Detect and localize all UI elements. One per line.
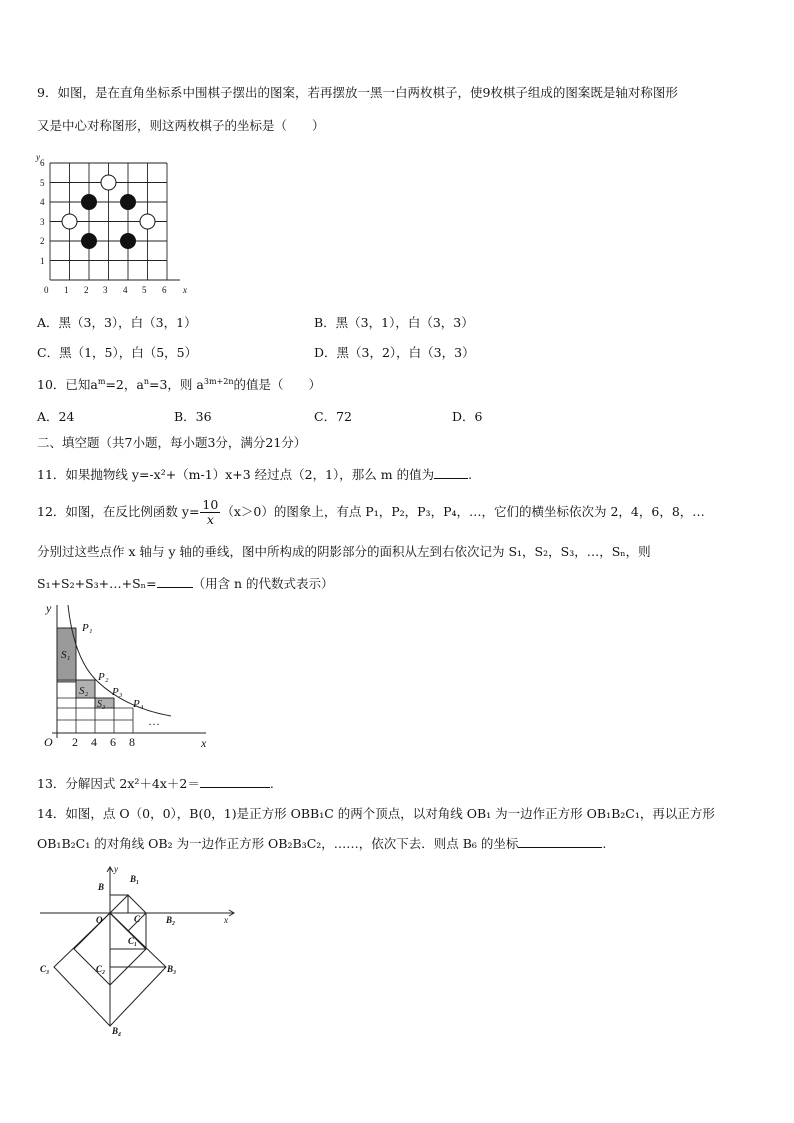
q11-stem: 11．如果抛物线 y=-x²+（m-1）x+3 经过点（2，1），那么 m 的值为 .	[37, 467, 473, 482]
q9-x-tick: 3	[103, 285, 108, 295]
q12-line1: 12．如图，在反比例函数 y= $\frac{10}{x}$ （x＞0）的图象上，有点 P₁，P₂，P₃，P₄，…，它们的横坐标依次为 2，4，6，8，…	[37, 497, 705, 527]
q9-x-tick: 4	[123, 285, 128, 295]
q14-label-y: y	[114, 864, 118, 874]
black-stone	[121, 195, 136, 210]
q12-fraction: $\frac{10}{x}$	[202, 497, 219, 527]
q9-option-d: D．黑（3，2），白（3，3）	[314, 345, 475, 360]
q14-label-c3: C₃	[40, 964, 50, 974]
q14-label-c: C	[134, 914, 141, 924]
q9-x-tick: 1	[64, 285, 69, 295]
q9-x-tick: 0	[44, 285, 49, 295]
q10-option-d: D．6	[452, 409, 483, 424]
q9-x-tick: 6	[162, 285, 167, 295]
q12-dots: …	[148, 714, 160, 728]
q10-stem: 10．已知$a^m=2$，$a^n=3$，则 $a^{3m+2n}$的值是（ ）	[37, 376, 321, 392]
white-stone	[62, 214, 77, 229]
white-stone	[140, 214, 155, 229]
q9-y-tick: 4	[40, 197, 45, 207]
q14-label-c2: C₂	[96, 964, 106, 974]
q9-y-tick: 3	[40, 217, 45, 227]
white-stone	[101, 175, 116, 190]
black-stone	[82, 234, 97, 249]
q12-x-tick: 6	[110, 735, 116, 749]
q9-y-axis-label: y	[36, 152, 40, 162]
q13-stem: 13．分解因式 2x²＋4x＋2＝ .	[37, 776, 274, 791]
q14-label-b: B	[98, 882, 105, 892]
q14-label-o: O	[96, 915, 103, 925]
q9-x-tick: 2	[84, 285, 89, 295]
q12-inverse-function-figure	[36, 600, 216, 752]
black-stone	[121, 234, 136, 249]
q14-label-b1: B₁	[130, 874, 140, 884]
q12-area-s1: S₁	[61, 649, 71, 661]
q9-y-tick: 1	[40, 256, 45, 266]
q9-line1: 9．如图，是在直角坐标系中围棋子摆出的图案，若再摆放一黑一白两枚棋子，使9枚棋子组成的图案既是轴对称图形	[37, 85, 678, 100]
q9-x-axis-label: x	[183, 285, 187, 295]
q9-option-b: B．黑（3，1），白（3，3）	[314, 315, 474, 330]
section-title: 二、填空题（共7小题，每小题3分，满分21分）	[37, 435, 307, 450]
q14-label-x: x	[224, 915, 228, 925]
q12-line2: 分别过这些点作 x 轴与 y 轴的垂线，图中所构成的阴影部分的面积从左到右依次记为 S₁，S₂，S₃，…，Sₙ，则	[37, 544, 651, 559]
q12-x-tick: 2	[72, 735, 78, 749]
q9-go-board-figure	[30, 150, 200, 300]
q10-option-c: C．72	[314, 409, 352, 424]
q12-area-s2: S₂	[79, 685, 89, 697]
q9-y-tick: 6	[40, 158, 45, 168]
q9-y-tick: 2	[40, 236, 45, 246]
q12-origin-label: O	[44, 735, 53, 749]
q12-point-p1: P₁	[82, 622, 93, 634]
q12-x-tick: 4	[91, 735, 97, 749]
q12-point-p2: P₂	[98, 671, 109, 683]
q12-area-s3: S₃	[97, 699, 106, 710]
q14-label-b2: B₂	[166, 915, 176, 925]
q12-x-tick: 8	[129, 735, 135, 749]
q9-option-c: C．黑（1，5），白（5，5）	[37, 345, 198, 360]
q10-option-b: B．36	[174, 409, 212, 424]
q12-point-p4: P₄	[133, 698, 144, 710]
q9-x-tick: 5	[142, 285, 147, 295]
q14-label-c1: C₁	[128, 936, 138, 946]
q9-line2: 又是中心对称图形，则这两枚棋子的坐标是（ ）	[37, 118, 325, 133]
q12-y-axis-label: y	[46, 601, 52, 615]
q14-label-b3: B₃	[167, 964, 177, 974]
q10-option-a: A．24	[37, 409, 75, 424]
q14-squares	[40, 867, 234, 1026]
q14-label-b4: B₄	[112, 1026, 122, 1036]
q14-line1: 14．如图，点 O（0，0），B(0，1)是正方形 OBB₁C 的两个顶点，以对角线 OB₁ 为一边作正方形 OB₁B₂C₁，再以正方形	[37, 806, 715, 821]
q14-squares-figure	[36, 862, 246, 1040]
q14-line2: OB₁B₂C₁ 的对角线 OB₂ 为一边作正方形 OB₂B₃C₂，……，依次下去．则点 B₆ 的坐标 .	[37, 836, 607, 851]
q9-option-a: A．黑（3，3），白（3，1）	[37, 315, 197, 330]
q12-line3: S₁+S₂+S₃+…+Sₙ= （用含 n 的代数式表示）	[37, 576, 334, 591]
q9-y-tick: 5	[40, 178, 45, 188]
q12-x-axis-label: x	[201, 736, 207, 750]
black-stone	[82, 195, 97, 210]
q12-point-p3: P₃	[112, 686, 123, 698]
